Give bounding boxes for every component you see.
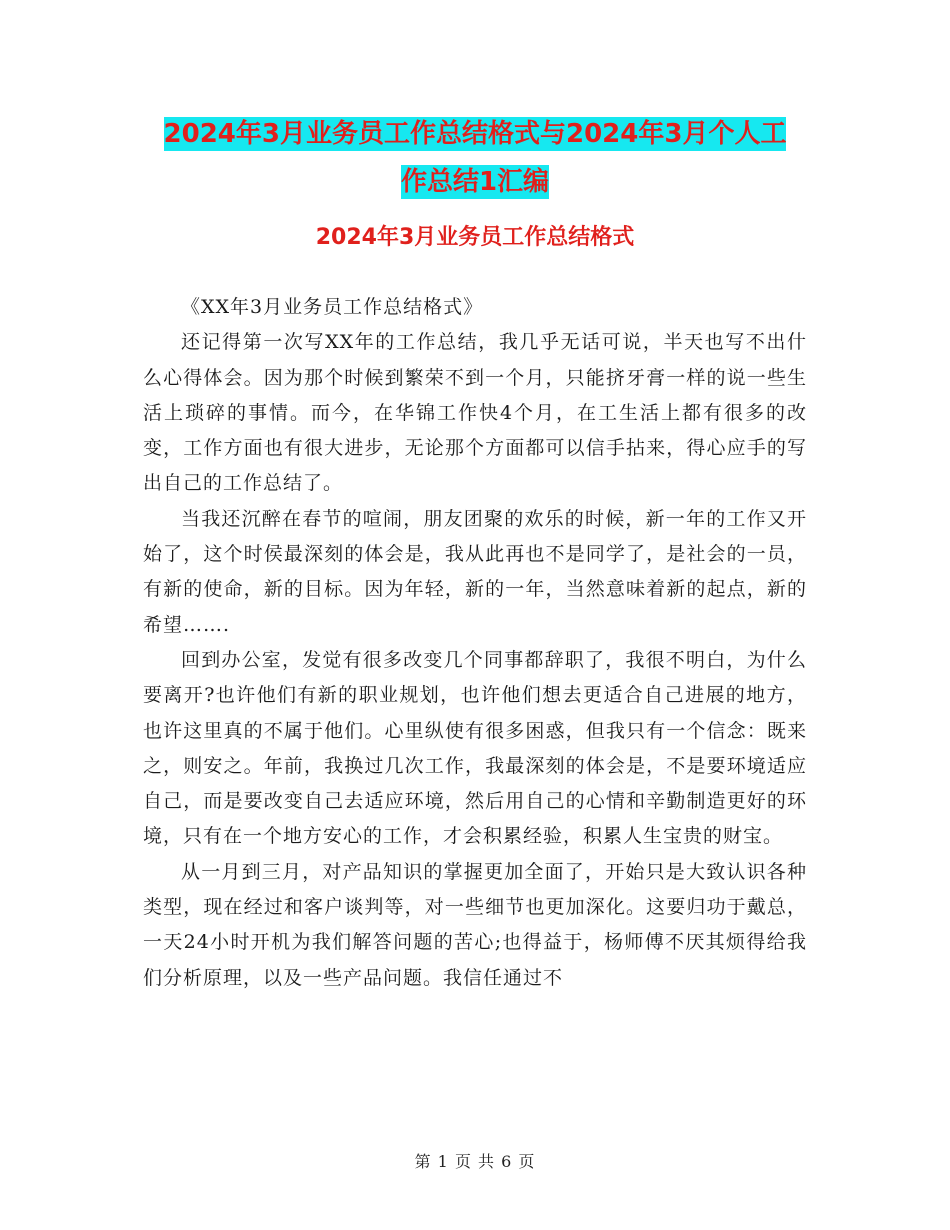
document-title-line-1: 2024年3月业务员工作总结格式与2024年3月个人工 <box>163 119 787 149</box>
paragraph: 从一月到三月，对产品知识的掌握更加全面了，开始只是大致认识各种类型，现在经过和客户谈判等，对一些细节也更加深化。这要归功于戴总，一天24小时开机为我们解答问题的苦心;也得益于，杨师傅不厌其烦得给我们分析原理，以及一些产品问题。我信任通过不 <box>143 860 807 989</box>
paragraph: 当我还沉醉在春节的喧闹，朋友团聚的欢乐的时候，新一年的工作又开始了，这个时侯最深刻的体会是，我从此再也不是同学了，是社会的一员，有新的使命，新的目标。因为年轻，新的一年，当然意味着新的起点，新的希望……. <box>143 507 807 636</box>
paragraph: 还记得第一次写XX年的工作总结，我几乎无话可说，半天也写不出什么心得体会。因为那个时候到繁荣不到一个月，只能挤牙膏一样的说一些生活上琐碎的事情。而今，在华锦工作快4个月，在工生活上都有很多的改变，工作方面也有很大进步，无论那个方面都可以信手拈来，得心应手的写出自己的工作总结了。 <box>143 331 807 495</box>
paragraph: 《XX年3月业务员工作总结格式》 <box>181 296 484 318</box>
document-body <box>143 290 807 996</box>
page-footer: 第 1 页 共 6 页 <box>414 1152 536 1171</box>
paragraph: 回到办公室，发觉有很多改变几个同事都辞职了，我很不明白，为什么要离开?也许他们有新的职业规划，也许他们想去更适合自己进展的地方，也许这里真的不属于他们。心里纵使有很多困惑，但我只有一个信念：既来之，则安之。年前，我换过几次工作，我最深刻的体会是，不是要环境适应自己，而是要改变自己去适应环境，然后用自己的心情和辛勤制造更好的环境，只有在一个地方安心的工作，才会积累经验，积累人生宝贵的财宝。 <box>143 648 807 848</box>
document-title <box>140 110 810 206</box>
section-title: 2024年3月业务员工作总结格式 <box>315 225 635 250</box>
document-title-line-2: 作总结1汇编 <box>400 167 550 197</box>
